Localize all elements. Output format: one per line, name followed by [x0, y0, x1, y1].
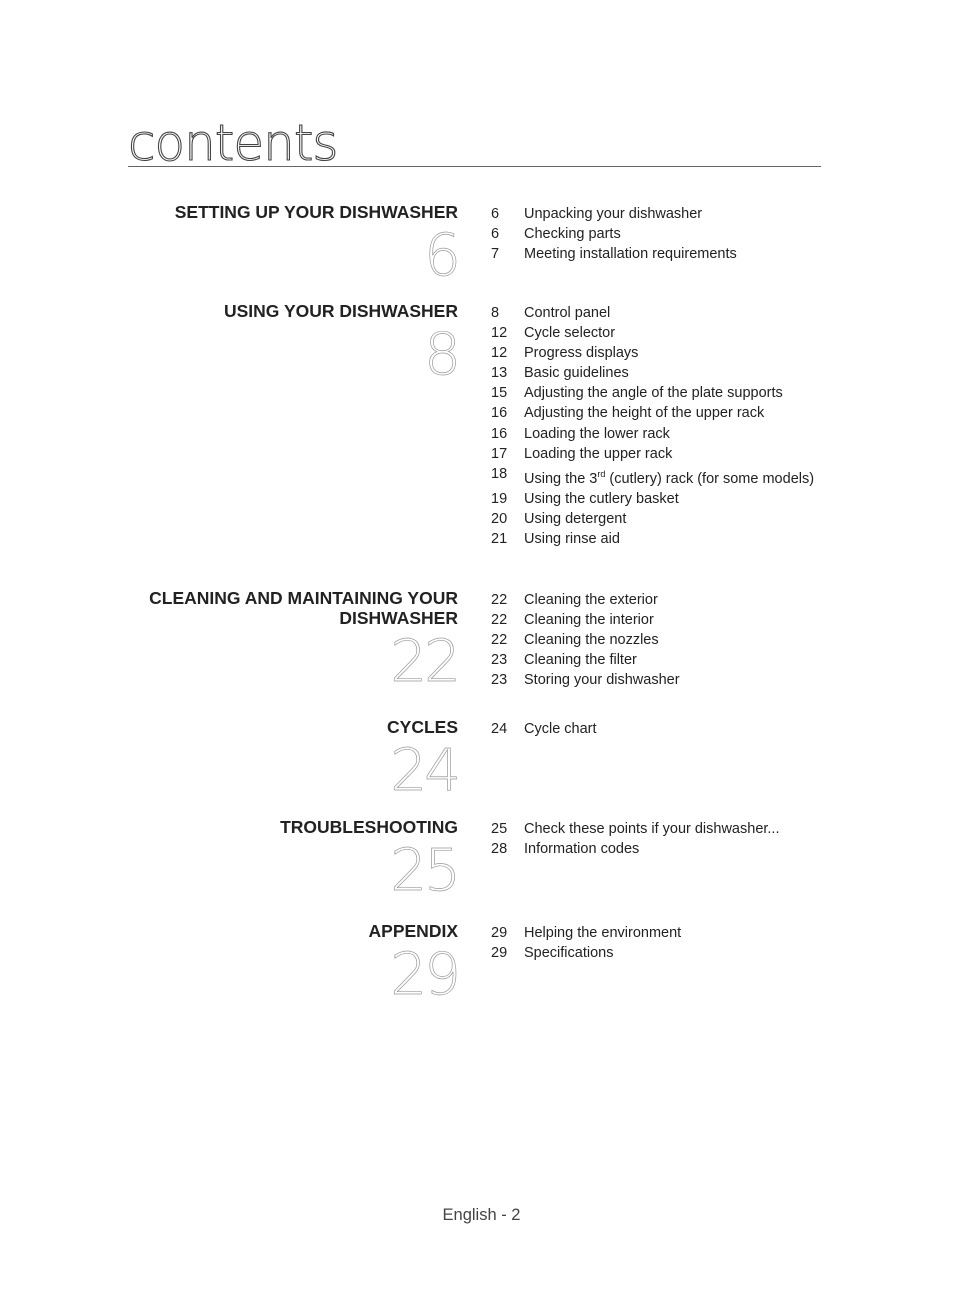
entry-page-number: 22 [491, 632, 508, 649]
title-divider [128, 166, 821, 167]
entry-page-number: 22 [491, 592, 508, 608]
toc-entry [491, 630, 831, 650]
section-page-number: 6 [424, 221, 458, 289]
section-heading-line: CYCLES [387, 717, 458, 737]
entry-page-number: 18 [491, 465, 508, 482]
entry-title: Cleaning the interior [524, 612, 654, 629]
entry-title: Progress displays [524, 345, 639, 362]
entry-title [524, 464, 831, 489]
entry-title: Using rinse aid [524, 530, 620, 547]
section-heading [369, 921, 458, 941]
toc-entry [491, 424, 831, 444]
entry-title: Helping the environment [524, 925, 682, 941]
toc-entry [491, 224, 831, 244]
entry-title: Meeting installation requirements [524, 246, 737, 263]
section-page-number: 22 [390, 627, 458, 695]
entry-list [491, 819, 831, 859]
entry-title: Control panel [524, 305, 611, 321]
toc-entry [491, 943, 831, 963]
entry-title: Cleaning the exterior [524, 592, 658, 608]
entry-title: Using detergent [524, 510, 627, 527]
toc-entry [491, 464, 831, 489]
section-heading-line: SETTING UP YOUR DISHWASHER [174, 202, 458, 222]
toc-entry [491, 363, 831, 383]
entry-title: Basic guidelines [524, 365, 629, 382]
toc-entry [491, 303, 831, 323]
entry-page-number: 12 [491, 325, 508, 342]
section-heading-line: TROUBLESHOOTING [280, 817, 458, 837]
entry-title: Loading the lower rack [524, 425, 670, 442]
section-heading [280, 817, 458, 837]
entry-title: Cycle chart [524, 721, 597, 737]
toc-entry [491, 610, 831, 630]
entry-page-number: 28 [491, 841, 508, 858]
entry-title: Adjusting the height of the upper rack [524, 405, 765, 422]
toc-entry [491, 444, 831, 464]
entry-page-number: 17 [491, 445, 508, 462]
entry-title: Using the cutlery basket [524, 490, 679, 507]
section-heading [149, 588, 458, 628]
entry-list [491, 204, 831, 264]
entry-page-number: 13 [491, 365, 508, 382]
entry-title: Cleaning the filter [524, 652, 637, 669]
toc-entry [491, 489, 831, 509]
toc-entry [491, 819, 831, 839]
page-title: contents [128, 114, 338, 172]
entry-title: Loading the upper rack [524, 445, 673, 462]
entry-title: Information codes [524, 841, 640, 858]
entry-title: Checking parts [524, 226, 621, 243]
toc-entry [491, 719, 831, 739]
entry-page-number: 12 [491, 345, 508, 362]
entry-page-number: 16 [491, 425, 508, 442]
entry-page-number: 23 [491, 672, 508, 689]
section-heading-line: USING YOUR DISHWASHER [223, 301, 458, 321]
section-heading-line: APPENDIX [368, 921, 458, 941]
entry-list [491, 923, 831, 963]
entry-list [491, 303, 831, 549]
entry-page-number: 19 [491, 490, 508, 507]
entry-page-number: 25 [491, 821, 508, 837]
entry-page-number: 29 [491, 945, 508, 962]
section-page-number: 8 [424, 320, 458, 388]
entry-list [491, 719, 831, 739]
entry-page-number: 29 [491, 925, 508, 941]
entry-page-number: 20 [491, 510, 508, 527]
toc-entry [491, 343, 831, 363]
section-heading [175, 202, 458, 222]
toc-entry [491, 839, 831, 859]
entry-page-number: 8 [491, 305, 500, 321]
section-heading [224, 301, 458, 321]
entry-page-number: 21 [491, 530, 508, 547]
toc-entry [491, 650, 831, 670]
entry-title-part: Using the 3 [524, 470, 598, 487]
entry-page-number: 6 [491, 206, 500, 222]
toc-entry [491, 529, 831, 549]
entry-page-number: 7 [491, 246, 500, 263]
entry-title-part: (cutlery) rack (for some models) [605, 470, 815, 487]
toc-entry [491, 590, 831, 610]
toc-entry [491, 244, 831, 264]
section-heading-line: DISHWASHER [339, 608, 458, 628]
section-heading [387, 717, 458, 737]
toc-entry [491, 204, 831, 224]
superscript: rd [597, 468, 606, 479]
entry-list [491, 590, 831, 690]
section-page-number: 25 [390, 836, 458, 904]
page-footer: English - 2 [442, 1206, 521, 1224]
toc-entry [491, 323, 831, 343]
toc-entry [491, 383, 831, 403]
toc-entry [491, 670, 831, 690]
entry-page-number: 16 [491, 405, 508, 422]
entry-title: Unpacking your dishwasher [524, 206, 703, 222]
entry-title: Specifications [524, 945, 614, 962]
section-page-number: 24 [390, 736, 458, 804]
toc-entry [491, 509, 831, 529]
entry-page-number: 22 [491, 612, 508, 629]
toc-entry [491, 923, 831, 943]
entry-page-number: 15 [491, 385, 508, 402]
entry-title: Adjusting the angle of the plate supports [524, 385, 783, 402]
entry-page-number: 24 [491, 721, 508, 737]
section-heading-line: CLEANING AND MAINTAINING YOUR [149, 588, 458, 608]
entry-page-number: 6 [491, 226, 500, 243]
entry-title: Storing your dishwasher [524, 672, 680, 689]
section-page-number: 29 [390, 940, 458, 1008]
toc-entry [491, 403, 831, 423]
entry-title: Check these points if your dishwasher... [524, 821, 780, 837]
entry-page-number: 23 [491, 652, 508, 669]
entry-title: Cycle selector [524, 325, 616, 342]
entry-title: Cleaning the nozzles [524, 632, 659, 649]
